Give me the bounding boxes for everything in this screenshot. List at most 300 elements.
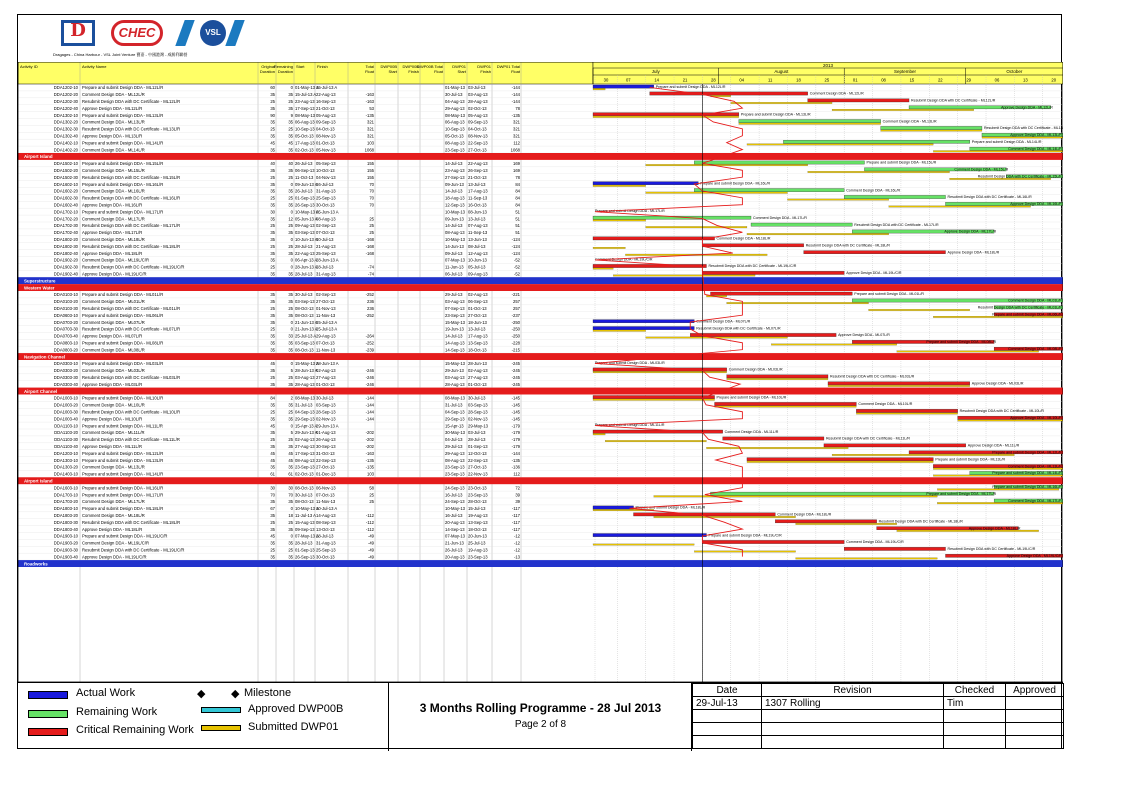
start-date: 15-Apr-13 A: [295, 423, 318, 429]
activity-id: DDA1603-10: [53, 485, 78, 491]
dwp01-finish: 02-Aug-13: [468, 368, 488, 374]
dwp01-start: 14-Jul-13: [445, 223, 463, 229]
dwp01-finish: 02-Aug-13: [468, 292, 488, 298]
finish-date: 28-Sep-13: [316, 409, 336, 415]
group-band: [18, 277, 1063, 284]
total-float: -144: [365, 416, 374, 422]
submitted-baseline-bar: [747, 144, 933, 146]
remaining-duration: 0: [290, 181, 293, 187]
finish-date: 29-Jun-13 A: [316, 423, 339, 429]
finish-date: 25-Jul-13 A: [316, 326, 338, 332]
original-duration: 35: [270, 133, 275, 139]
dwp01-finish: 21-Oct-13: [468, 174, 487, 180]
dwp01-total-float: 39: [515, 492, 520, 498]
total-float: -202: [365, 430, 374, 436]
dwp01-finish: 22-Sep-13: [468, 140, 488, 146]
page-number: Page 2 of 8: [514, 719, 567, 730]
start-date: 03-Sep-13: [295, 230, 315, 236]
dwp01-finish: 13-Jul-13: [468, 181, 486, 187]
submitted-baseline-bar: [747, 461, 933, 463]
dwp01-start: 10-Sep-13: [445, 126, 465, 132]
dwp01-start: 06-Jul-13: [445, 271, 463, 277]
column-header-label: Remaining: [273, 64, 293, 69]
submitted-baseline-bar: [706, 447, 848, 449]
total-float: 25: [369, 499, 374, 505]
activity-name: Resubmit Design DDA with DC Certificate - ML01L/R: [82, 306, 181, 311]
dwp01-total-float: 169: [513, 161, 520, 167]
activity-bar: [593, 182, 698, 185]
finish-date: 22-Aug-13: [316, 92, 336, 98]
submitted-baseline-bar: [731, 102, 832, 104]
total-float: 70: [369, 188, 374, 194]
finish-date: 04-Nov-13: [316, 174, 336, 180]
submitted-baseline-bar: [593, 433, 605, 435]
finish-date: 28-Jul-13: [316, 264, 334, 270]
column-header-label: Duration: [277, 69, 293, 74]
start-date: 11-Jul-13 A: [295, 513, 316, 518]
group-band: [18, 284, 1063, 291]
original-duration: 67: [270, 506, 275, 512]
activity-name: Comment Design DDA - ML07L/R: [82, 319, 145, 325]
timescale-week: 21: [682, 77, 688, 83]
dwp01-start: 14-Aug-13: [445, 340, 465, 346]
dwp01-start: 14-Sep-13: [445, 526, 465, 532]
activity-id: DDA0703-40: [53, 333, 78, 339]
timescale-week: 07: [625, 77, 631, 83]
joint-venture-text: Dragages - China Harbour - VSL Joint Venture 寶嘉 - 中國港灣 - 威勝利聯營: [53, 52, 188, 57]
total-float: 236: [367, 306, 374, 311]
finish-date: 30-Jul-13: [316, 395, 334, 401]
finish-date: 01-Nov-13: [316, 306, 336, 311]
bar-label: Prepare and submit Design DDA - ML15L/R: [866, 160, 937, 165]
dwp01-start: 29-Jul-13: [445, 292, 463, 298]
dwp01-finish: 27-Oct-13: [468, 464, 487, 470]
activity-bar: [715, 402, 857, 405]
start-date: 08-Oct-13: [295, 485, 314, 491]
activity-id: DDA0103-30: [53, 306, 78, 311]
dwp01-start: 06-Aug-13: [445, 119, 465, 125]
activity-name: Resubmit Design DDA with DC Certificate - ML10L/R: [82, 409, 181, 415]
activity-name: Comment Design DDA - ML03L/R: [82, 368, 145, 374]
dwp01-total-float: -250: [511, 319, 520, 325]
original-duration: 35: [270, 237, 275, 242]
dwp01-total-float: -13: [513, 554, 520, 560]
legend-critical-label: Critical Remaining Work: [76, 724, 194, 736]
submitted-baseline-bar: [646, 226, 747, 228]
finish-date: 25-Sep-13: [316, 547, 336, 553]
dwp01-finish: 13-Sep-13: [468, 340, 488, 346]
start-date: 10-May-13 A: [295, 209, 319, 215]
timescale-week: 06: [994, 77, 1000, 83]
remaining-duration: 25: [288, 195, 293, 201]
dwp01-finish: 18-Jun-13: [468, 319, 487, 325]
remaining-duration: 35: [288, 464, 293, 470]
activity-name: Approve Design DDA - ML18L/R: [82, 250, 143, 256]
start-date: 06-Aug-13: [295, 119, 315, 125]
bar-label: Prepare and submit Design DDA - ML08L/R: [926, 340, 997, 345]
activity-bar: [593, 506, 634, 509]
dwp01-total-float: 84: [515, 202, 520, 208]
activity-id: DDA1902-30: [53, 264, 78, 270]
timescale-month: August: [774, 69, 789, 74]
submitted-baseline-bar: [593, 371, 727, 373]
start-date: 28-Jun-13 A: [295, 368, 318, 374]
bar-label: Prepare and submit Design DDA - ML13L/R: [740, 112, 811, 117]
dwp01-finish: 17-Aug-13: [468, 188, 488, 194]
legend-actual-swatch: [28, 691, 68, 699]
remaining-duration: 0: [290, 423, 293, 429]
revision-cell: [944, 723, 1006, 736]
original-duration: 25: [270, 519, 275, 525]
dwp01-total-float: 257: [513, 299, 520, 305]
original-duration: 35: [270, 292, 275, 298]
finish-date: 27-Oct-13: [316, 299, 335, 305]
activity-name: Prepare and submit Design DDA - ML14L/R: [82, 471, 164, 477]
dwp01-finish: 29-May-13: [468, 423, 489, 429]
remaining-duration: 0: [290, 319, 293, 325]
submitted-baseline-bar: [593, 268, 613, 270]
timescale-week: 11: [767, 77, 773, 83]
dwp01-start: 12-Sep-13: [445, 202, 465, 208]
activity-name: Resubmit Design DDA with DC Certificate - ML19L/C/R: [82, 547, 185, 553]
total-float: -49: [367, 540, 374, 546]
activity-bar: [690, 333, 836, 336]
finish-date: 28-Jun-13 A: [316, 361, 339, 367]
chec-logo-text: CHEC: [118, 25, 156, 40]
activity-id: DDA1302-10: [53, 112, 78, 118]
activity-name: Resubmit Design DDA with DC Certificate - ML16L/R: [82, 195, 181, 201]
activity-id: DDA1103-10: [54, 423, 78, 429]
activity-name: Prepare and submit Design DDA - ML15L/R: [82, 161, 164, 167]
start-date: 01-Sep-13: [295, 195, 315, 201]
revision-cell: [762, 723, 944, 736]
remaining-duration: 35: [288, 340, 293, 346]
dwp01-start: 14-Jul-13: [445, 188, 463, 194]
activity-name: Comment Design DDA - ML19L/C/R: [82, 540, 150, 546]
dwp01-total-float: -117: [511, 513, 520, 518]
submitted-baseline-bar: [727, 378, 828, 380]
start-date: 28-Jun-13 A: [295, 264, 318, 270]
original-duration: 35: [270, 444, 275, 449]
timescale-week: 28: [711, 77, 716, 83]
activity-name: Prepare and submit Design DDA - ML01L/R: [82, 292, 164, 298]
dwp01-finish: 18-Oct-13: [468, 347, 487, 353]
activity-name: Comment Design DDA - ML19L/C/R: [82, 257, 150, 263]
remaining-duration: 25: [288, 99, 293, 104]
original-duration: 35: [270, 526, 275, 532]
start-date: 28-Jul-13: [295, 540, 313, 546]
activity-id: DDA1902-20: [53, 257, 78, 263]
bar-label: Comment Design DDA - ML07L/R: [696, 319, 751, 324]
activity-name: Prepare and submit Design DDA - ML14L/R: [82, 140, 164, 146]
original-duration: 25: [270, 437, 275, 443]
finish-date: 10-Oct-13: [316, 168, 335, 173]
start-date: 05-Jun-13 A: [295, 216, 318, 222]
activity-name: Resubmit Design DDA with DC Certificate - ML18L/R: [82, 243, 181, 249]
submitted-baseline-bar: [828, 385, 970, 387]
bar-label: Comment Design DDA - ML12L/R: [809, 91, 864, 96]
dwp01-start: 23-Sep-13: [445, 464, 465, 470]
group-label: Roadworks: [24, 561, 48, 567]
bar-label: Comment Design DDA - ML11L/R: [724, 429, 779, 434]
total-float: 155: [367, 174, 374, 180]
bar-label: Comment Design DDA - ML19L/C/R: [846, 540, 904, 545]
timescale-week: 08: [881, 77, 886, 83]
finish-date: 27-Aug-13: [316, 375, 336, 380]
dwp01-finish: 22-Aug-13: [468, 161, 488, 167]
finish-date: 05-Jun-13 A: [316, 209, 339, 215]
total-float: -252: [365, 312, 374, 318]
bar-label: Resubmit Design DDA with DC Certificate - ML07L/R: [696, 326, 781, 331]
dwp01-finish: 01-Oct-13: [468, 306, 487, 311]
activity-id: DDA1803-10: [53, 506, 78, 512]
dwp01-start: 08-May-13: [445, 395, 466, 401]
activity-bar: [723, 437, 824, 440]
bar-label: Prepare and submit Design DDA - ML18L/R: [635, 505, 706, 510]
dwp01-start: 04-Sep-13: [445, 409, 465, 415]
dwp01-finish: 01-Sep-13: [468, 444, 488, 449]
dwp01-finish: 02-Oct-13: [468, 105, 487, 111]
remaining-duration: 25: [288, 375, 293, 380]
finish-date: 21-Oct-13: [316, 105, 335, 111]
dwp01-start: 14-Jul-13: [445, 161, 463, 167]
dwp01-finish: 28-Jul-13: [468, 437, 486, 443]
finish-date: 08-Aug-13: [316, 216, 336, 222]
dwp01-total-float: 84: [515, 181, 520, 187]
activity-id: DDA1202-10: [53, 85, 78, 91]
submitted-baseline-bar: [593, 220, 646, 222]
timescale-week: 04: [739, 77, 745, 83]
group-band: [18, 153, 1063, 160]
bar-label: Resubmit Design DDA with DC Certificate - ML11L/R: [825, 436, 910, 441]
vsl-stripe-icon: [175, 20, 194, 46]
remaining-duration: 0: [290, 533, 293, 539]
total-float: -49: [367, 533, 374, 539]
remaining-duration: 2: [290, 395, 293, 401]
activity-id: DDA1103-20: [54, 430, 78, 436]
remaining-duration: 0: [290, 506, 293, 512]
start-date: 15-May-13 A: [295, 361, 319, 367]
remaining-duration: 25: [288, 409, 293, 415]
original-duration: 35: [270, 216, 275, 222]
activity-id: DDA0603-10: [53, 312, 78, 318]
timescale-week: 18: [796, 77, 801, 83]
finish-date: 30-Jul-13: [316, 237, 334, 242]
bar-label: Approve Design DDA - ML13L/R: [1010, 133, 1062, 138]
original-duration: 25: [270, 306, 275, 311]
submitted-baseline-bar: [869, 309, 970, 311]
timescale-week: 13: [1023, 77, 1028, 83]
programme-title: 3 Months Rolling Programme - 28 Jul 2013: [419, 701, 662, 715]
original-duration: 35: [270, 188, 275, 194]
activity-id: DDA1803-20: [53, 513, 78, 518]
total-float: -202: [365, 444, 374, 449]
activity-bar: [702, 271, 844, 274]
start-date: 04-Sep-13: [295, 409, 315, 415]
dwp01-finish: 27-Aug-13: [468, 375, 488, 380]
activity-id: DDA1302-30: [53, 126, 78, 132]
remaining-duration: 35: [288, 347, 293, 353]
bar-label: Resubmit Design DDA with DC Certificate - ML17L/R: [854, 222, 939, 227]
remaining-duration: 25: [288, 174, 293, 180]
activity-bar: [702, 244, 803, 247]
original-duration: 25: [270, 126, 275, 132]
start-date: 26-Sep-13: [295, 554, 315, 560]
remaining-duration: 0: [290, 85, 293, 91]
activity-id: DDA0103-20: [53, 299, 78, 305]
original-duration: 35: [270, 540, 275, 546]
remaining-duration: 0: [290, 264, 293, 270]
dwp01-finish: 13-Jul-13: [468, 326, 486, 332]
group-label: Superstructure: [24, 278, 56, 284]
total-float: -74: [367, 264, 374, 270]
activity-name: Prepare and submit Design DDA - ML06L/R: [82, 312, 164, 318]
start-date: 28-Jul-13: [295, 243, 313, 249]
milestone-icon: ◆: [197, 688, 206, 700]
column-header-label: DWP00B: [380, 64, 397, 69]
original-duration: 25: [270, 243, 275, 249]
total-float: 25: [369, 492, 374, 498]
submitted-baseline-bar: [613, 275, 755, 277]
timescale-week: 01: [852, 77, 858, 83]
dwp01-total-float: -145: [511, 402, 520, 408]
gantt-chart: [18, 62, 1063, 682]
dwp01-finish: 06-Sep-13: [468, 299, 488, 305]
dwp01-finish: 07-Aug-13: [468, 223, 488, 229]
activity-id: DDA0803-20: [53, 347, 78, 353]
bar-label: Prepare and submit Design DDA - ML19L/C/R: [708, 533, 782, 538]
activity-name: Comment Design DDA - ML13L/R: [82, 119, 145, 125]
dwp01-start: 08-Aug-13: [445, 140, 465, 146]
bar-label: Approve Design DDA - ML16L/R: [1010, 202, 1062, 207]
dwp01-start: 18-Aug-13: [445, 195, 465, 201]
dwp01-finish: 05-Jul-13: [468, 264, 486, 270]
dwp01-start: 07-Sep-13: [445, 306, 465, 311]
timescale-year: 2013: [822, 63, 834, 68]
activity-name: Approve Design DDA - ML12L/R: [82, 105, 143, 111]
dwp01-finish: 02-Nov-13: [468, 416, 488, 422]
finish-date: 14-Aug-13: [316, 513, 336, 518]
activity-name: Comment Design DDA - ML11L/R: [82, 430, 145, 436]
remaining-duration: 0: [290, 257, 293, 263]
activity-name: Resubmit Design DDA with DC Certificate - ML03L/R: [82, 375, 181, 380]
total-float: -144: [365, 402, 374, 408]
submitted-baseline-bar: [654, 496, 938, 498]
dwp01-start: 23-Sep-13: [445, 471, 465, 477]
dwp01-start: 29-Jun-13: [445, 368, 464, 374]
start-date: 28-Aug-13: [295, 381, 315, 387]
activity-name: Comment Design DDA - ML16L/R: [82, 188, 145, 194]
vsl-logo-text: VSL: [200, 20, 226, 46]
activity-name: Prepare and submit Design DDA - ML17L/R: [82, 209, 164, 215]
dwp01-start: 24-Sep-13: [445, 499, 465, 505]
dwp01-start: 23-Aug-13: [445, 168, 465, 173]
activity-name: Approve Design DDA - ML07L/R: [82, 333, 143, 339]
submitted-baseline-bar: [694, 551, 795, 553]
start-date: 28-Jul-13: [295, 271, 313, 277]
dwp01-start: 10-May-13: [445, 237, 466, 242]
dwp01-finish: 03-Jul-13: [468, 430, 486, 436]
dwp01-total-float: -250: [511, 333, 520, 339]
activity-id: DDA0303-30: [53, 375, 78, 380]
activity-name: Prepare and submit Design DDA - ML12L/R: [82, 85, 164, 91]
column-header-label: DWP01: [477, 64, 491, 69]
dwp01-total-float: -124: [511, 237, 520, 242]
original-duration: 35: [270, 402, 275, 408]
activity-name: Comment Design DDA - ML14L/R: [82, 147, 145, 153]
schedule-grid: [18, 62, 1063, 682]
remaining-duration: 25: [288, 437, 293, 443]
remaining-duration: 45: [288, 457, 293, 463]
legend-milestone-label: Milestone: [244, 687, 292, 699]
group-band: [18, 353, 1063, 360]
dwp01-total-float: -250: [511, 326, 520, 332]
dwp01-start: 28-Aug-13: [445, 381, 465, 387]
column-header-label: Start: [457, 69, 466, 74]
remaining-duration: 35: [288, 147, 293, 153]
submitted-baseline-bar: [654, 516, 796, 518]
remaining-duration: 0: [290, 237, 293, 242]
activity-id: DDA1803-40: [53, 526, 78, 532]
revision-cell: [693, 723, 762, 736]
bar-label: Prepare and submit Design DDA - ML10L/R: [716, 395, 787, 400]
dwp01-finish: 27-Oct-13: [468, 147, 487, 153]
dwp01-total-float: -52: [513, 257, 520, 263]
dwp01-start: 08-Aug-13: [445, 230, 465, 236]
remaining-duration: 35: [288, 250, 293, 256]
activity-id: DDA1702-40: [53, 230, 78, 236]
activity-name: Prepare and submit Design DDA - ML19L/C/R: [82, 533, 168, 539]
finish-date: 01-Oct-13: [316, 140, 335, 146]
activity-id: DDA1903-30: [53, 547, 78, 553]
activity-name: Prepare and submit Design DDA - ML03L/R: [82, 361, 164, 367]
original-duration: 35: [270, 368, 275, 374]
dwp01-total-float: 84: [515, 188, 520, 194]
dwp01-total-float: -245: [511, 375, 520, 380]
start-date: 25-Jul-13 A: [295, 333, 317, 339]
start-date: 30-Jul-13: [295, 492, 313, 498]
dwp01-start: 23-Sep-13: [445, 147, 465, 153]
activity-bar: [808, 99, 909, 102]
remaining-duration: 35: [288, 540, 293, 546]
original-duration: 35: [270, 230, 275, 236]
dwp01-start: 03-Aug-13: [445, 299, 465, 305]
dwp01-total-float: 78: [515, 105, 520, 111]
activity-id: DDA1303-10: [53, 457, 78, 463]
activity-bar: [751, 223, 852, 226]
original-duration: 45: [270, 423, 275, 429]
dwp01-finish: 10-Jun-13: [468, 257, 487, 263]
original-duration: 45: [270, 533, 275, 539]
dwp01-start: 08-May-13: [445, 112, 466, 118]
bar-label: Approve Design DDA - ML18L/R: [968, 526, 1021, 531]
start-date: 17-Sep-13: [295, 105, 315, 111]
activity-name: Approve Design DDA - ML13L/R: [82, 133, 143, 139]
total-float: 155: [367, 161, 374, 167]
bar-label: Prepare and submit Design DDA - ML11L/R: [595, 422, 665, 427]
remaining-duration: 9: [290, 112, 293, 118]
bar-label: Comment Design DDA - ML14L/R: [1008, 146, 1062, 151]
original-duration: 35: [270, 381, 275, 387]
dwp01-start: 14-Jul-13: [445, 333, 463, 339]
original-duration: 30: [270, 209, 275, 215]
activity-name: Comment Design DDA - ML15L/R: [82, 168, 145, 173]
total-float: -163: [365, 99, 374, 104]
start-date: 10-Jun-13 A: [295, 237, 318, 242]
remaining-duration: 12: [288, 216, 293, 222]
dwp01-total-float: -237: [511, 312, 520, 318]
activity-name: Prepare and submit Design DDA - ML11L/R: [82, 423, 163, 429]
